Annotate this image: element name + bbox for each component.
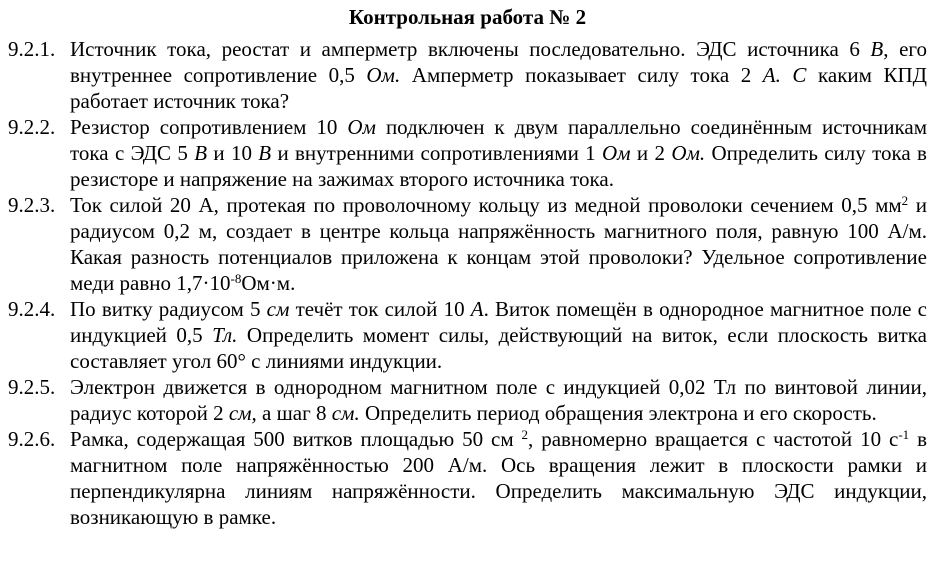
text-run: Определить силу тока в резисторе и напряжение на зажимах второго источника тока. [70,141,927,191]
italic-unit: В [870,37,884,61]
text-run: в магнитном поле напряжённостью 200 А/м. Ось вращения лежит в плоскости рамки и перпендикулярна линиям напряжённости. Определить максимальную ЭДС индукции, возникающую в рамке. [70,427,927,529]
italic-unit: Ом. [671,141,706,165]
italic-unit: Ом [347,115,376,139]
problem-item [8,36,927,114]
italic-unit: Ом. [366,63,401,87]
problem-number: 9.2.3. [8,193,56,217]
italic-unit: А. С [762,63,807,87]
text-run: По витку радиусом 5 [70,297,267,321]
text-run: Ом·м. [241,271,296,295]
text-run: , равномерно вращается с частотой 10 с [528,427,899,451]
problem-item [8,374,927,426]
italic-unit: см. [331,401,360,425]
superscript: -1 [898,427,910,442]
text-run: Источник тока, реостат и амперметр включены последовательно. ЭДС источника 6 [70,37,871,61]
problem-list [8,36,927,530]
text-run: Амперметр показывает силу тока 2 [400,63,763,87]
text-run: подключен к двум параллельно соединённым источникам тока с ЭДС 5 [70,115,927,165]
text-run: Электрон движется в однородном магнитном поле с индукцией 0,02 Тл по винтовой линии, радиус которой 2 [70,375,927,425]
text-run: и 2 [630,141,672,165]
italic-unit: см [266,297,290,321]
text-run: , его внутреннее сопротивление 0,5 [70,37,927,87]
text-run: течёт ток силой 10 [289,297,471,321]
text-run: Рамка, содержащая 500 витков площадью 50 см [70,427,522,451]
problem-item [8,192,927,296]
italic-unit: см, [228,401,257,425]
problem-item [8,296,927,374]
problem-text [70,426,927,530]
problem-text [70,36,927,114]
problem-text [70,114,927,192]
text-run: Резистор сопротивлением 10 [70,115,348,139]
italic-unit: Тл. [212,323,238,347]
problem-number: 9.2.1. [8,37,56,61]
problem-text [70,192,927,296]
problem-text [70,374,927,426]
italic-unit: Ом [601,141,631,165]
text-run: а шаг 8 [256,401,332,425]
italic-unit: В [194,141,208,165]
superscript: 2 [521,427,529,442]
problem-text [70,296,927,374]
text-run: и внутренними сопротивлениями 1 [271,141,602,165]
text-run: и 10 [207,141,259,165]
italic-unit: В [258,141,272,165]
superscript: 2 [901,193,909,208]
problem-number: 9.2.2. [8,115,56,139]
text-run: и радиусом 0,2 м, создает в центре кольца напряжённость магнитного поля, равную 100 А/м. Какая разность потенциалов приложена к концам этой проволоки? Удельное сопротивление меди равно 1,7·10 [70,193,927,295]
text-run: каким КПД работает источник тока? [70,63,927,113]
text-run: . Виток помещён в однородное магнитное поле с индукцией 0,5 [70,297,927,347]
text-run: Определить момент силы, действующий на виток, если плоскость витка составляет угол 60° с линиями индукции. [70,323,928,373]
superscript: -8 [230,271,242,286]
problem-item [8,426,927,530]
problem-item [8,114,927,192]
problem-number: 9.2.6. [8,427,56,451]
text-run: Определить период обращения электрона и его скорость. [359,401,877,425]
italic-unit: А [470,297,484,321]
page-title: Контрольная работа № 2 [348,5,587,29]
problem-number: 9.2.4. [8,297,56,321]
problem-number: 9.2.5. [8,375,56,399]
text-run: Ток силой 20 А, протекая по проволочному кольцу из медной проволоки сечением 0,5 мм [70,193,902,217]
